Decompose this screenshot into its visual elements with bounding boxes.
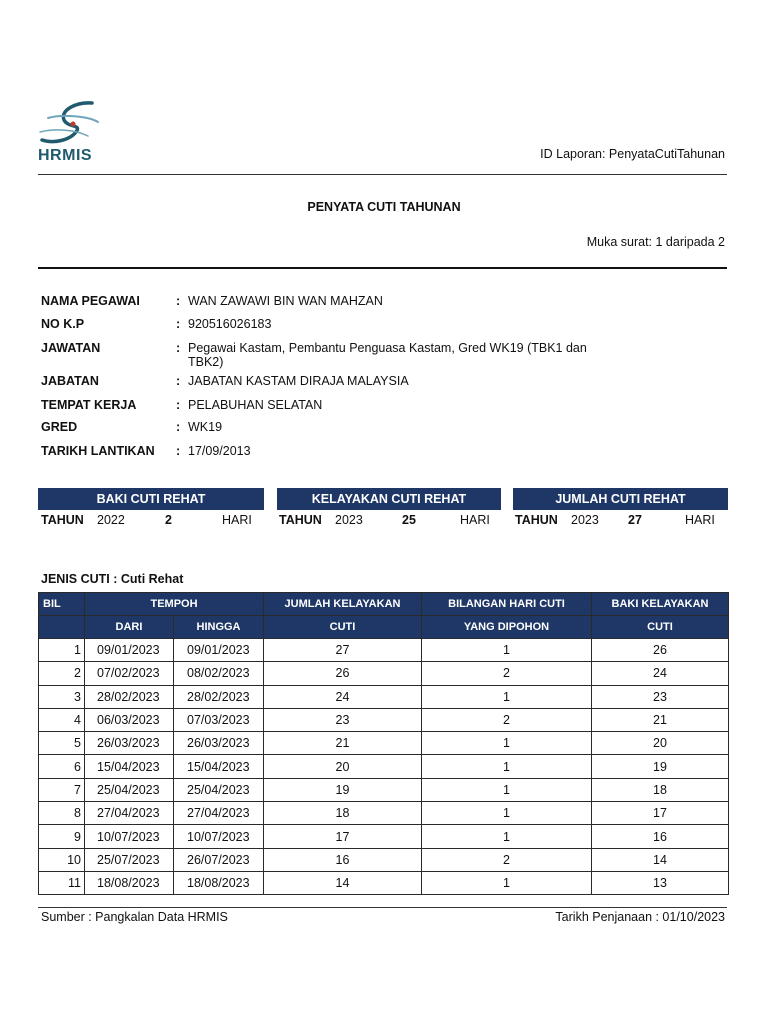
hrmis-swirl-icon bbox=[36, 100, 116, 150]
table-row bbox=[39, 685, 729, 708]
header-bil-empty bbox=[39, 616, 85, 639]
header-dari: DARI bbox=[85, 616, 174, 639]
table-row bbox=[39, 848, 729, 871]
logo-text: HRMIS bbox=[38, 147, 93, 164]
summary-tahun-label: TAHUN bbox=[279, 513, 322, 527]
cell-dari: 09/01/2023 bbox=[85, 639, 174, 662]
summary-days: 2 bbox=[165, 513, 172, 527]
cell-hingga: 08/02/2023 bbox=[174, 662, 264, 685]
summary-year: 2023 bbox=[571, 513, 599, 527]
header-bil: BIL bbox=[39, 593, 85, 616]
cell-jumlah: 18 bbox=[264, 802, 422, 825]
header-baki-cuti: CUTI bbox=[592, 616, 729, 639]
cell-baki: 18 bbox=[592, 778, 729, 801]
cell-bilangan: 2 bbox=[422, 662, 592, 685]
cell-bil: 8 bbox=[39, 802, 85, 825]
cell-jumlah: 16 bbox=[264, 848, 422, 871]
cell-hingga: 26/03/2023 bbox=[174, 732, 264, 755]
cell-dari: 28/02/2023 bbox=[85, 685, 174, 708]
table-header-row bbox=[39, 593, 729, 616]
cell-hingga: 27/04/2023 bbox=[174, 802, 264, 825]
cell-hingga: 18/08/2023 bbox=[174, 871, 264, 894]
table-row bbox=[39, 871, 729, 894]
value-jawatan: Pegawai Kastam, Pembantu Penguasa Kastam, Gred WK19 (TBK1 dan TBK2) bbox=[188, 341, 587, 369]
cell-bil: 1 bbox=[39, 639, 85, 662]
label-jabatan: JABATAN bbox=[41, 374, 99, 388]
colon: : bbox=[176, 420, 181, 434]
value-nama: WAN ZAWAWI BIN WAN MAHZAN bbox=[188, 294, 383, 308]
cell-bilangan: 2 bbox=[422, 848, 592, 871]
header-hingga: HINGGA bbox=[174, 616, 264, 639]
colon: : bbox=[176, 317, 181, 331]
summary-unit: HARI bbox=[460, 513, 490, 527]
cell-bilangan: 2 bbox=[422, 708, 592, 731]
header-divider bbox=[38, 174, 727, 175]
colon: : bbox=[176, 398, 181, 412]
cell-baki: 24 bbox=[592, 662, 729, 685]
header-bilangan: BILANGAN HARI CUTI bbox=[422, 593, 592, 616]
header-yang-dipohon: YANG DIPOHON bbox=[422, 616, 592, 639]
cell-jumlah: 14 bbox=[264, 871, 422, 894]
cell-baki: 14 bbox=[592, 848, 729, 871]
cell-dari: 27/04/2023 bbox=[85, 802, 174, 825]
cell-jumlah: 24 bbox=[264, 685, 422, 708]
table-row bbox=[39, 778, 729, 801]
hrmis-logo bbox=[36, 100, 116, 166]
summary-heading-baki: BAKI CUTI REHAT bbox=[38, 488, 264, 510]
cell-jumlah: 19 bbox=[264, 778, 422, 801]
colon: : bbox=[176, 444, 181, 458]
summary-tahun-label: TAHUN bbox=[41, 513, 84, 527]
colon: : bbox=[176, 294, 181, 308]
cell-baki: 20 bbox=[592, 732, 729, 755]
cell-jumlah: 21 bbox=[264, 732, 422, 755]
header-jumlah: JUMLAH KELAYAKAN bbox=[264, 593, 422, 616]
cell-baki: 21 bbox=[592, 708, 729, 731]
cell-bil: 6 bbox=[39, 755, 85, 778]
cell-bilangan: 1 bbox=[422, 778, 592, 801]
summary-values bbox=[0, 513, 768, 529]
cell-bil: 4 bbox=[39, 708, 85, 731]
cell-baki: 26 bbox=[592, 639, 729, 662]
cell-baki: 23 bbox=[592, 685, 729, 708]
label-nokp: NO K.P bbox=[41, 317, 85, 331]
cell-bil: 3 bbox=[39, 685, 85, 708]
leave-type: JENIS CUTI : Cuti Rehat bbox=[41, 572, 184, 586]
cell-bilangan: 1 bbox=[422, 825, 592, 848]
cell-hingga: 25/04/2023 bbox=[174, 778, 264, 801]
cell-hingga: 28/02/2023 bbox=[174, 685, 264, 708]
table-row bbox=[39, 708, 729, 731]
cell-bil: 9 bbox=[39, 825, 85, 848]
label-gred: GRED bbox=[41, 420, 78, 434]
value-tempat-kerja: PELABUHAN SELATAN bbox=[188, 398, 323, 412]
report-id: ID Laporan: PenyataCutiTahunan bbox=[540, 147, 725, 161]
cell-dari: 06/03/2023 bbox=[85, 708, 174, 731]
table-row bbox=[39, 662, 729, 685]
table-row bbox=[39, 639, 729, 662]
cell-bilangan: 1 bbox=[422, 639, 592, 662]
page-info: Muka surat: 1 daripada 2 bbox=[586, 235, 725, 249]
cell-bil: 5 bbox=[39, 732, 85, 755]
cell-baki: 19 bbox=[592, 755, 729, 778]
label-tempat-kerja: TEMPAT KERJA bbox=[41, 398, 137, 412]
table-row bbox=[39, 732, 729, 755]
cell-jumlah: 20 bbox=[264, 755, 422, 778]
value-gred: WK19 bbox=[188, 420, 223, 434]
summary-unit: HARI bbox=[685, 513, 715, 527]
cell-bil: 10 bbox=[39, 848, 85, 871]
table-row bbox=[39, 802, 729, 825]
cell-dari: 07/02/2023 bbox=[85, 662, 174, 685]
cell-baki: 17 bbox=[592, 802, 729, 825]
table-row bbox=[39, 825, 729, 848]
value-tarikh-lantikan: 17/09/2013 bbox=[188, 444, 251, 458]
cell-bil: 7 bbox=[39, 778, 85, 801]
footer-source: Sumber : Pangkalan Data HRMIS bbox=[41, 910, 228, 924]
cell-dari: 10/07/2023 bbox=[85, 825, 174, 848]
cell-jumlah: 26 bbox=[264, 662, 422, 685]
cell-bil: 2 bbox=[39, 662, 85, 685]
cell-hingga: 15/04/2023 bbox=[174, 755, 264, 778]
summary-tahun-label: TAHUN bbox=[515, 513, 558, 527]
cell-bil: 11 bbox=[39, 871, 85, 894]
cell-bilangan: 1 bbox=[422, 871, 592, 894]
value-nokp: 920516026183 bbox=[188, 317, 272, 331]
summary-heading-kelayakan: KELAYAKAN CUTI REHAT bbox=[277, 488, 501, 510]
header-baki: BAKI KELAYAKAN bbox=[592, 593, 729, 616]
cell-baki: 16 bbox=[592, 825, 729, 848]
footer-print-date: Tarikh Penjanaan : 01/10/2023 bbox=[555, 910, 725, 924]
section-divider bbox=[38, 267, 727, 269]
cell-dari: 18/08/2023 bbox=[85, 871, 174, 894]
colon: : bbox=[176, 341, 181, 355]
cell-bilangan: 1 bbox=[422, 732, 592, 755]
summary-year: 2022 bbox=[97, 513, 125, 527]
cell-bilangan: 1 bbox=[422, 755, 592, 778]
summary-year: 2023 bbox=[335, 513, 363, 527]
leave-table bbox=[38, 592, 729, 895]
cell-hingga: 10/07/2023 bbox=[174, 825, 264, 848]
label-nama: NAMA PEGAWAI bbox=[41, 294, 140, 308]
header-jumlah-cuti: CUTI bbox=[264, 616, 422, 639]
cell-jumlah: 17 bbox=[264, 825, 422, 848]
cell-dari: 25/07/2023 bbox=[85, 848, 174, 871]
page-title: PENYATA CUTI TAHUNAN bbox=[307, 200, 461, 214]
cell-hingga: 07/03/2023 bbox=[174, 708, 264, 731]
cell-bilangan: 1 bbox=[422, 802, 592, 825]
cell-dari: 25/04/2023 bbox=[85, 778, 174, 801]
cell-hingga: 09/01/2023 bbox=[174, 639, 264, 662]
cell-dari: 26/03/2023 bbox=[85, 732, 174, 755]
colon: : bbox=[176, 374, 181, 388]
table-row bbox=[39, 755, 729, 778]
footer-divider bbox=[38, 907, 727, 908]
summary-days: 25 bbox=[402, 513, 416, 527]
header-tempoh: TEMPOH bbox=[85, 593, 264, 616]
cell-jumlah: 27 bbox=[264, 639, 422, 662]
value-jabatan: JABATAN KASTAM DIRAJA MALAYSIA bbox=[188, 374, 409, 388]
summary-heading-jumlah: JUMLAH CUTI REHAT bbox=[513, 488, 728, 510]
cell-dari: 15/04/2023 bbox=[85, 755, 174, 778]
label-jawatan: JAWATAN bbox=[41, 341, 101, 355]
cell-bilangan: 1 bbox=[422, 685, 592, 708]
summary-unit: HARI bbox=[222, 513, 252, 527]
cell-jumlah: 23 bbox=[264, 708, 422, 731]
table-subheader-row bbox=[39, 616, 729, 639]
cell-baki: 13 bbox=[592, 871, 729, 894]
label-tarikh-lantikan: TARIKH LANTIKAN bbox=[41, 444, 155, 458]
summary-days: 27 bbox=[628, 513, 642, 527]
cell-hingga: 26/07/2023 bbox=[174, 848, 264, 871]
